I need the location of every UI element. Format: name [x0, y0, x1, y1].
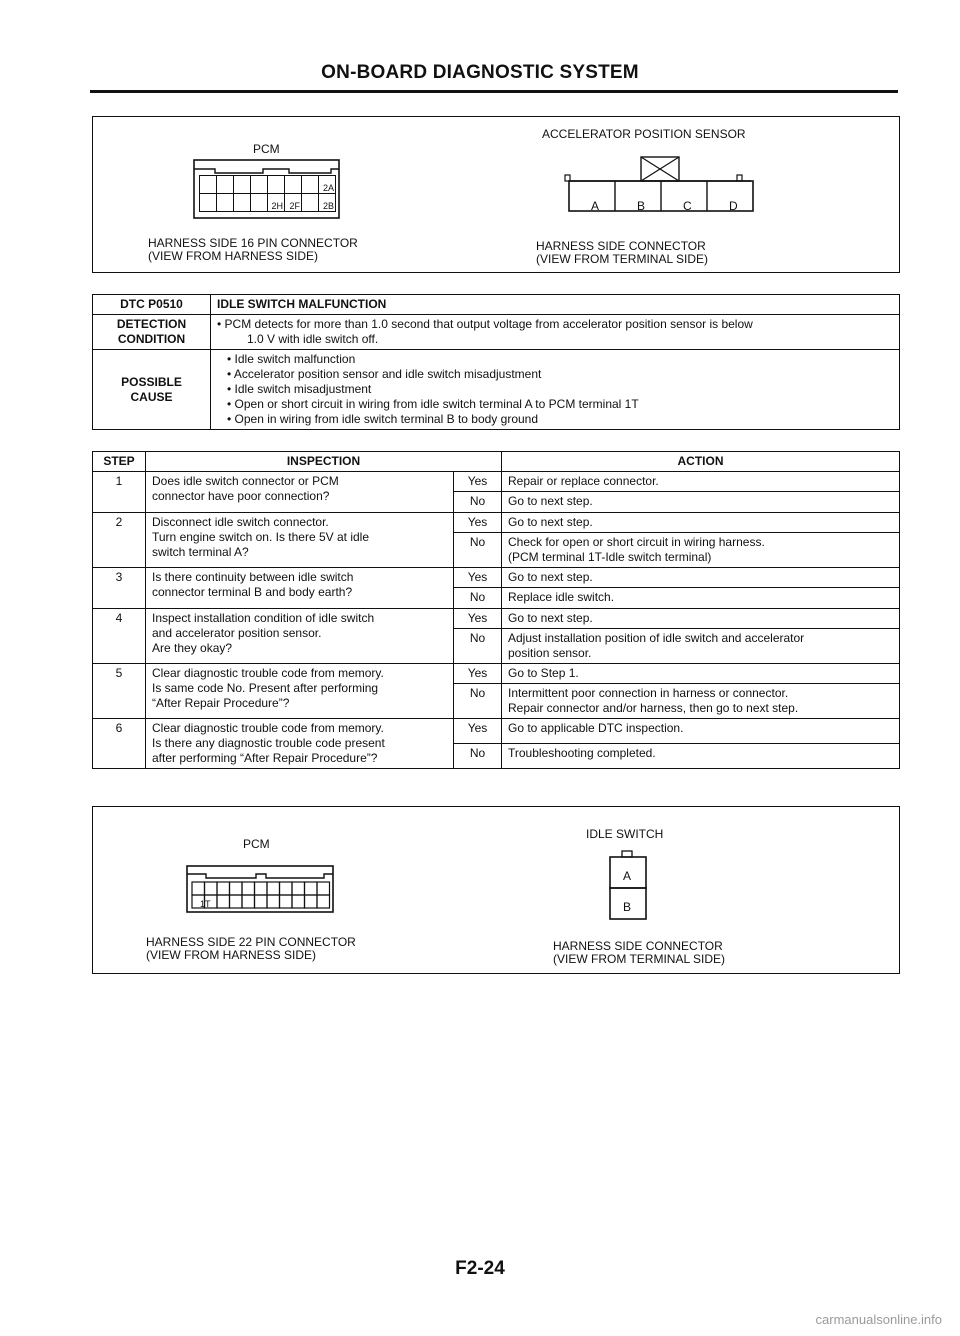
pin-cell [242, 895, 255, 908]
action-line: Intermittent poor connection in harness or connector. [508, 686, 789, 700]
bottom-diagram-panel [92, 806, 900, 974]
pin-cell [230, 882, 243, 895]
yes-action: Go to Step 1. [502, 664, 900, 684]
switch-caption-2: (VIEW FROM TERMINAL SIDE) [553, 952, 726, 966]
pin-cell [267, 895, 280, 908]
inspection-line: Clear diagnostic trouble code from memory. [152, 721, 384, 735]
inspection-table-wrapper [92, 451, 900, 769]
pin-cell [242, 882, 255, 895]
inspection-line: connector terminal B and body earth? [152, 585, 353, 599]
bottom-pcm-caption-1: HARNESS SIDE 22 PIN CONNECTOR [146, 935, 356, 949]
no-label: No [454, 629, 502, 664]
action-line: (PCM terminal 1T-Idle switch terminal) [508, 550, 712, 564]
action-line: Check for open or short circuit in wiring harness. [508, 535, 765, 549]
pin-cell-2h: 2H [268, 194, 285, 212]
pin-cell [302, 194, 319, 212]
yes-action: Go to next step. [502, 513, 900, 533]
no-action: Troubleshooting completed. [502, 744, 900, 769]
step-number: 4 [93, 609, 146, 664]
no-label: No [454, 744, 502, 769]
cause-label-line1: POSSIBLE [121, 374, 182, 389]
pin-cell [292, 882, 305, 895]
idle-switch-connector-diagram [598, 847, 658, 927]
detection-condition [211, 315, 900, 350]
inspection-line: switch terminal A? [152, 545, 249, 559]
pcm-16pin-grid [199, 175, 336, 212]
pin-cell-2a: 2A [319, 176, 336, 194]
detection-line1: • PCM detects for more than 1.0 second that output voltage from accelerator position sensor is below [217, 317, 753, 331]
pin-cell [200, 176, 217, 194]
pin-cell [280, 882, 293, 895]
step-number: 5 [93, 664, 146, 719]
header-inspection: INSPECTION [146, 452, 502, 472]
pin-cell [285, 176, 302, 194]
no-action [502, 533, 900, 568]
pin-cell [217, 176, 234, 194]
action-line: Adjust installation position of idle switch and accelerator [508, 631, 805, 645]
step-number: 3 [93, 568, 146, 609]
header-step: STEP [93, 452, 146, 472]
pin-cell [192, 882, 205, 895]
no-label: No [454, 684, 502, 719]
pin-cell [305, 882, 318, 895]
dtc-code: DTC P0510 [93, 295, 211, 315]
pin-cell [267, 882, 280, 895]
step-number: 1 [93, 472, 146, 513]
pin-cell [292, 895, 305, 908]
inspection-line: Disconnect idle switch connector. [152, 515, 329, 529]
inspection-line: Is there continuity between idle switch [152, 570, 354, 584]
cause-item: • Accelerator position sensor and idle switch misadjustment [227, 367, 542, 381]
accelerator-sensor-label: ACCELERATOR POSITION SENSOR [542, 127, 746, 141]
pin-cell [217, 895, 230, 908]
switch-pin-b: B [623, 900, 632, 914]
inspection-line: Are they okay? [152, 641, 233, 655]
top-diagram-panel [92, 116, 900, 273]
cause-item: • Idle switch malfunction [227, 352, 356, 366]
pin-d-label: D [729, 199, 738, 213]
pin-c-label: C [683, 199, 692, 213]
switch-pin-a: A [623, 869, 632, 883]
dtc-info-table [92, 294, 900, 430]
inspection-line: Turn engine switch on. Is there 5V at idle [152, 530, 370, 544]
pin-cell [200, 194, 217, 212]
inspection-line: after performing “After Repair Procedure”? [152, 751, 378, 765]
step-inspection [146, 609, 454, 664]
cause-item: • Idle switch misadjustment [227, 382, 372, 396]
detection-label [93, 315, 211, 350]
page-title: ON-BOARD DIAGNOSTIC SYSTEM [321, 62, 639, 83]
step-inspection [146, 513, 454, 568]
sensor-caption-1: HARNESS SIDE CONNECTOR [536, 239, 706, 253]
step-inspection [146, 719, 454, 769]
pin-1t-label: 1T [200, 899, 211, 909]
yes-action: Go to applicable DTC inspection. [502, 719, 900, 744]
cause-item: • Open or short circuit in wiring from idle switch terminal A to PCM terminal 1T [227, 397, 639, 411]
pin-cell [234, 194, 251, 212]
pin-cell [251, 176, 268, 194]
no-label: No [454, 533, 502, 568]
cause-label-line2: CAUSE [130, 389, 173, 404]
yes-label: Yes [454, 513, 502, 533]
inspection-table [92, 451, 900, 769]
dtc-name: IDLE SWITCH MALFUNCTION [211, 295, 900, 315]
inspection-line: “After Repair Procedure”? [152, 696, 290, 710]
yes-action: Go to next step. [502, 609, 900, 629]
step-inspection [146, 472, 454, 513]
inspection-line: connector have poor connection? [152, 489, 330, 503]
bottom-pcm-label: PCM [243, 837, 270, 851]
action-line: position sensor. [508, 646, 592, 660]
pin-cell [217, 194, 234, 212]
yes-action: Go to next step. [502, 568, 900, 588]
title-divider [90, 90, 898, 93]
possible-cause-list [211, 350, 900, 430]
action-line: Repair connector and/or harness, then go to next step. [508, 701, 799, 715]
possible-cause-label [93, 350, 211, 430]
inspection-line: Is there any diagnostic trouble code present [152, 736, 385, 750]
pin-cell [205, 882, 218, 895]
inspection-line: Does idle switch connector or PCM [152, 474, 339, 488]
sensor-caption-2: (VIEW FROM TERMINAL SIDE) [536, 252, 709, 266]
dtc-info-table-wrapper [92, 294, 900, 430]
pin-cell [280, 895, 293, 908]
step-number: 6 [93, 719, 146, 769]
pin-cell [217, 882, 230, 895]
no-action: Go to next step. [502, 492, 900, 513]
cause-item: • Open in wiring from idle switch terminal B to body ground [227, 412, 539, 426]
page-number: F2-24 [455, 1258, 505, 1279]
no-label: No [454, 492, 502, 513]
no-label: No [454, 588, 502, 609]
yes-label: Yes [454, 664, 502, 684]
pin-cell [317, 882, 330, 895]
pin-cell [255, 882, 268, 895]
idle-switch-label: IDLE SWITCH [586, 827, 664, 841]
step-inspection [146, 664, 454, 719]
pin-cell [305, 895, 318, 908]
pin-cell [317, 895, 330, 908]
switch-caption-1: HARNESS SIDE CONNECTOR [553, 939, 723, 953]
bottom-pcm-caption-2: (VIEW FROM HARNESS SIDE) [146, 948, 317, 962]
pin-cell-2f: 2F [285, 194, 302, 212]
no-action [502, 629, 900, 664]
step-number: 2 [93, 513, 146, 568]
no-action: Replace idle switch. [502, 588, 900, 609]
inspection-line: Is same code No. Present after performing [152, 681, 379, 695]
detection-label-line1: DETECTION [116, 317, 187, 331]
yes-label: Yes [454, 719, 502, 744]
pcm-label: PCM [253, 142, 280, 156]
pin-cell [302, 176, 319, 194]
yes-action: Repair or replace connector. [502, 472, 900, 492]
no-action [502, 684, 900, 719]
yes-label: Yes [454, 609, 502, 629]
pin-cell [234, 176, 251, 194]
watermark: carmanualsonline.info [815, 1312, 942, 1327]
inspection-line: and accelerator position sensor. [152, 626, 322, 640]
pin-cell-2b: 2B [319, 194, 336, 212]
yes-label: Yes [454, 568, 502, 588]
pcm-caption-1: HARNESS SIDE 16 PIN CONNECTOR [148, 236, 358, 250]
detection-label-line2: CONDITION [117, 332, 186, 346]
inspection-line: Clear diagnostic trouble code from memory. [152, 666, 384, 680]
header-action: ACTION [502, 452, 900, 472]
step-inspection [146, 568, 454, 609]
pin-b-label: B [637, 199, 646, 213]
yes-label: Yes [454, 472, 502, 492]
pin-cell [230, 895, 243, 908]
pin-cell [251, 194, 268, 212]
inspection-line: Inspect installation condition of idle switch [152, 611, 375, 625]
detection-line2: 1.0 V with idle switch off. [247, 332, 379, 346]
pin-cell [268, 176, 285, 194]
pcm-caption-2: (VIEW FROM HARNESS SIDE) [148, 249, 319, 263]
pin-cell [255, 895, 268, 908]
pin-a-label: A [591, 199, 600, 213]
